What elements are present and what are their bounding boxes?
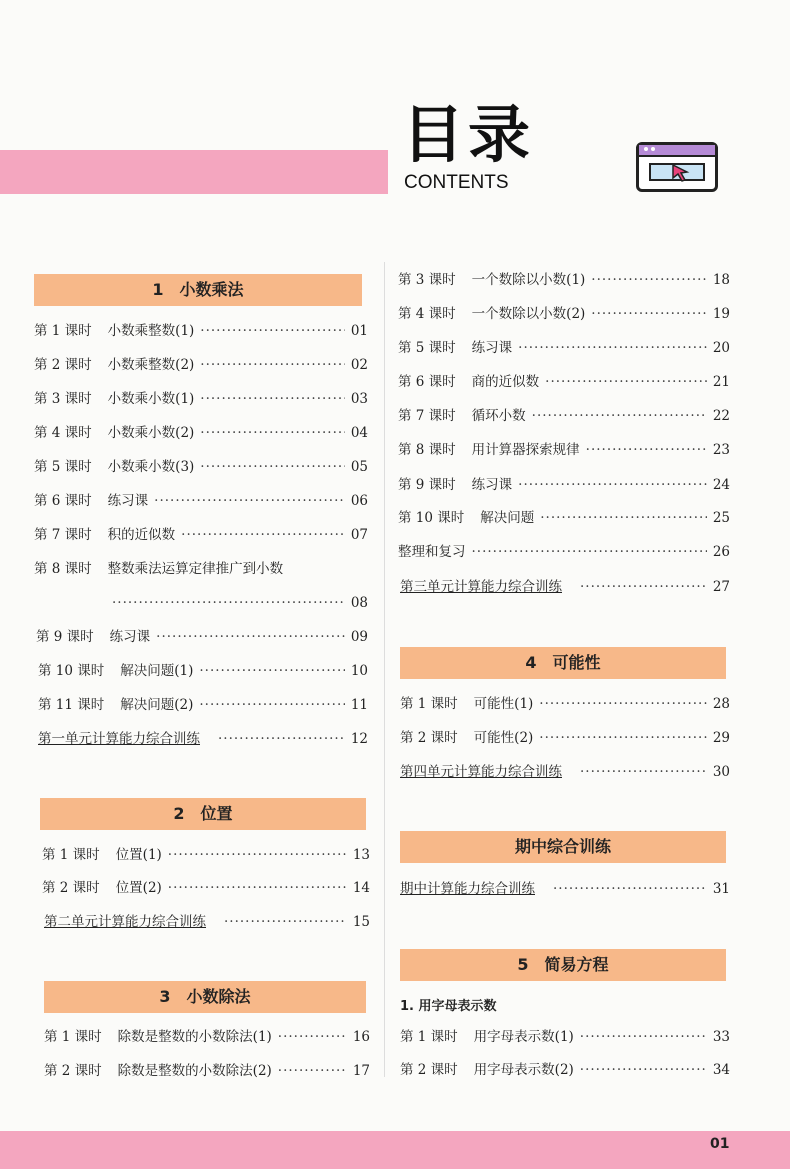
toc-row-summary[interactable]: 整理和复习 ····· 26 xyxy=(398,541,730,563)
toc-row-review[interactable]: 第二单元计算能力综合训练 ····· 15 xyxy=(44,911,370,933)
unit-5-header: 5 简易方程 xyxy=(400,949,726,981)
toc-row[interactable]: 第 9 课时 练习课 ····· 24 xyxy=(398,474,730,496)
toc-row[interactable]: 第 10 课时 解决问题(1) ····· 10 xyxy=(38,660,368,682)
toc-row[interactable]: 第 1 课时 可能性(1) ····· 28 xyxy=(400,693,730,715)
toc-row[interactable]: 第 4 课时 一个数除以小数(2) ····· 19 xyxy=(398,303,730,325)
toc-row[interactable]: 第 2 课时 可能性(2) ····· 29 xyxy=(400,727,730,749)
page-subtitle: CONTENTS xyxy=(404,172,509,193)
toc-row[interactable]: 第 7 课时 积的近似数 ····· 07 xyxy=(34,524,368,546)
toc-row-continuation[interactable]: ····· 08 xyxy=(112,592,368,614)
toc-row[interactable]: 第 2 课时 小数乘整数(2) ····· 02 xyxy=(34,354,368,376)
cursor-arrow-icon xyxy=(671,163,691,183)
toc-row[interactable]: 第 3 课时 一个数除以小数(1) ····· 18 xyxy=(398,269,730,291)
toc-row[interactable]: 第 9 课时 练习课 ····· 09 xyxy=(36,626,368,648)
unit-4-header: 4 可能性 xyxy=(400,647,726,679)
footer-pink-bar xyxy=(0,1131,790,1169)
section-subtitle: 1. 用字母表示数 xyxy=(400,999,497,1014)
toc-row[interactable]: 第 2 课时 除数是整数的小数除法(2) ····· 17 xyxy=(44,1060,370,1082)
toc-row-review[interactable]: 期中计算能力综合训练 ····· 31 xyxy=(400,878,730,900)
page-title: 目录 xyxy=(402,98,535,171)
toc-row-long[interactable]: 第 8 课时 整数乘法运算定律推广到小数 xyxy=(34,561,284,577)
column-divider xyxy=(384,262,385,1077)
toc-row[interactable]: 第 2 课时 位置(2) ····· 14 xyxy=(42,877,370,899)
toc-row[interactable]: 第 1 课时 位置(1) ····· 13 xyxy=(42,844,370,866)
toc-row[interactable]: 第 5 课时 小数乘小数(3) ····· 05 xyxy=(34,456,368,478)
toc-row-review[interactable]: 第三单元计算能力综合训练 ····· 27 xyxy=(400,576,730,598)
page-number: 01 xyxy=(710,1136,730,1152)
toc-row[interactable]: 第 1 课时 除数是整数的小数除法(1) ····· 16 xyxy=(44,1026,370,1048)
header-pink-bar xyxy=(0,150,388,194)
toc-row[interactable]: 第 1 课时 小数乘整数(1) ····· 01 xyxy=(34,320,368,342)
toc-row[interactable]: 第 6 课时 练习课 ····· 06 xyxy=(34,490,368,512)
unit-1-header: 1 小数乘法 xyxy=(34,274,362,306)
toc-row[interactable]: 第 7 课时 循环小数 ····· 22 xyxy=(398,405,730,427)
toc-row[interactable]: 第 1 课时 用字母表示数(1) ····· 33 xyxy=(400,1026,730,1048)
toc-row-review[interactable]: 第四单元计算能力综合训练 ····· 30 xyxy=(400,761,730,783)
toc-row[interactable]: 第 6 课时 商的近似数 ····· 21 xyxy=(398,371,730,393)
unit-3-header: 3 小数除法 xyxy=(44,981,366,1013)
toc-row[interactable]: 第 8 课时 用计算器探索规律 ····· 23 xyxy=(398,439,730,461)
toc-row-review[interactable]: 第一单元计算能力综合训练 ····· 12 xyxy=(38,728,368,750)
unit-2-header: 2 位置 xyxy=(40,798,366,830)
toc-row[interactable]: 第 5 课时 练习课 ····· 20 xyxy=(398,337,730,359)
midterm-header: 期中综合训练 xyxy=(400,831,726,863)
toc-row[interactable]: 第 10 课时 解决问题 ····· 25 xyxy=(398,507,730,529)
browser-window-icon xyxy=(636,142,718,192)
toc-row[interactable]: 第 4 课时 小数乘小数(2) ····· 04 xyxy=(34,422,368,444)
toc-row[interactable]: 第 2 课时 用字母表示数(2) ····· 34 xyxy=(400,1059,730,1081)
toc-row[interactable]: 第 3 课时 小数乘小数(1) ····· 03 xyxy=(34,388,368,410)
toc-row[interactable]: 第 11 课时 解决问题(2) ····· 11 xyxy=(38,694,368,716)
